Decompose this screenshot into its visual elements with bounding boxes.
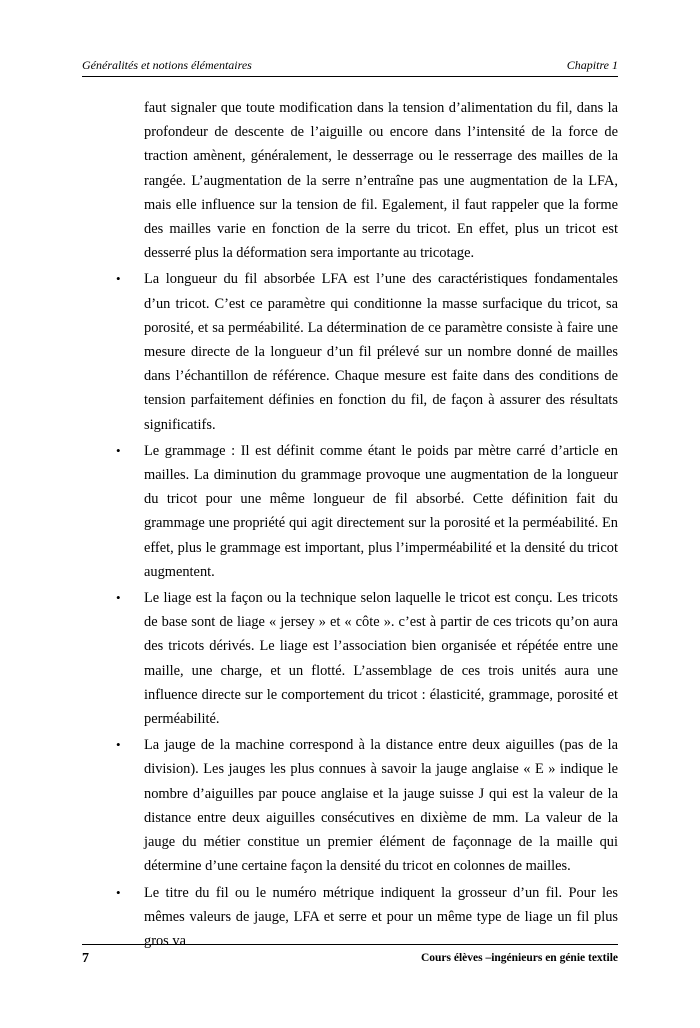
continuation-paragraph: faut signaler que toute modification dans la tension d’alimentation du fil, dans la profondeur de descente de l’aiguille ou encore dans l’intensité de la force de traction amènent, généralement, le desserrage ou le resserrage des mailles de la rangée. L’augmentation de la serre n’entraîne pas une augmentation de la LFA, mais elle influence sur la tension de fil. Egalement, il faut rappeler que la forme des mailles varie en fonction de la serre du tricot. En effet, plus un tricot est desserré plus la déformation sera importante au tricotage. [144, 100, 618, 262]
header-chapter-title: Généralités et notions élémentaires [82, 58, 252, 72]
page-header [82, 56, 618, 77]
bullet-icon: • [116, 590, 121, 606]
bullet-text: La jauge de la machine correspond à la distance entre deux aiguilles (pas de la division). Les jauges les plus connues à savoir la jauge anglaise « E » indique le nombre d’aiguilles par pouce anglaise et la jauge suisse J qui est la valeur de la distance entre deux aiguilles consécutives en dixième de mm. La valeur de la jauge du métier constitue un premier élément de façonnage de la maille qui détermine d’une certaine façon la densité du tricot en colonnes de mailles. [144, 737, 618, 875]
bullet-item [82, 586, 618, 731]
bullet-list [82, 267, 618, 953]
page-number: 7 [82, 951, 89, 966]
bullet-text: Le liage est la façon ou la technique selon laquelle le tricot est conçu. Les tricots de base sont de liage « jersey » et « côte ». c’est à partir de ces tricots qu’on aura des tricots dérivés. Le liage est l’association bien organisée et répétée entre une maille, une charge, et un flotté. L’assemblage de ces trois unités aura une influence directe sur le comportement du tricot : élasticité, grammage, porosité et perméabilité. [144, 590, 618, 728]
page-footer [82, 944, 618, 969]
bullet-icon: • [116, 884, 121, 900]
bullet-icon: • [116, 442, 121, 458]
bullet-text: Le titre du fil ou le numéro métrique indiquent la grosseur d’un fil. Pour les mêmes valeurs de jauge, LFA et serre et pour un même type de liage un fil plus gros va [144, 884, 618, 949]
bullet-text: La longueur du fil absorbée LFA est l’une des caractéristiques fondamentales d’un tricot. C’est ce paramètre qui conditionne la masse surfacique du tricot, sa porosité, et sa perméabilité. La détermination de ce paramètre consiste à faire une mesure directe de la longueur d’un fil prélevé sur un nombre donné de mailles dans l’échantillon de référence. Chaque mesure est faite dans des conditions de tension parfaitement définies en fonction du fil, de façon à assurer des résultats significatifs. [144, 271, 618, 433]
footer-course-title: Cours élèves –ingénieurs en génie textile [420, 952, 618, 964]
bullet-item [82, 267, 618, 436]
bullet-item [82, 439, 618, 584]
bullet-icon: • [116, 271, 121, 287]
bullet-icon: • [116, 737, 121, 753]
document-body [82, 96, 618, 955]
bullet-item [82, 733, 618, 878]
bullet-text: Le grammage : Il est définit comme étant le poids par mètre carré d’article en mailles. La diminution du grammage provoque une augmentation de la longueur du tricot pour une même longueur de fil absorbé. Cette définition fait du grammage une propriété qui agit directement sur la porosité et la perméabilité. En effet, plus le grammage est important, plus l’imperméabilité et la densité du tricot augmentent. [144, 442, 618, 580]
bullet-item [82, 881, 618, 954]
header-chapter-number: Chapitre 1 [566, 58, 618, 72]
